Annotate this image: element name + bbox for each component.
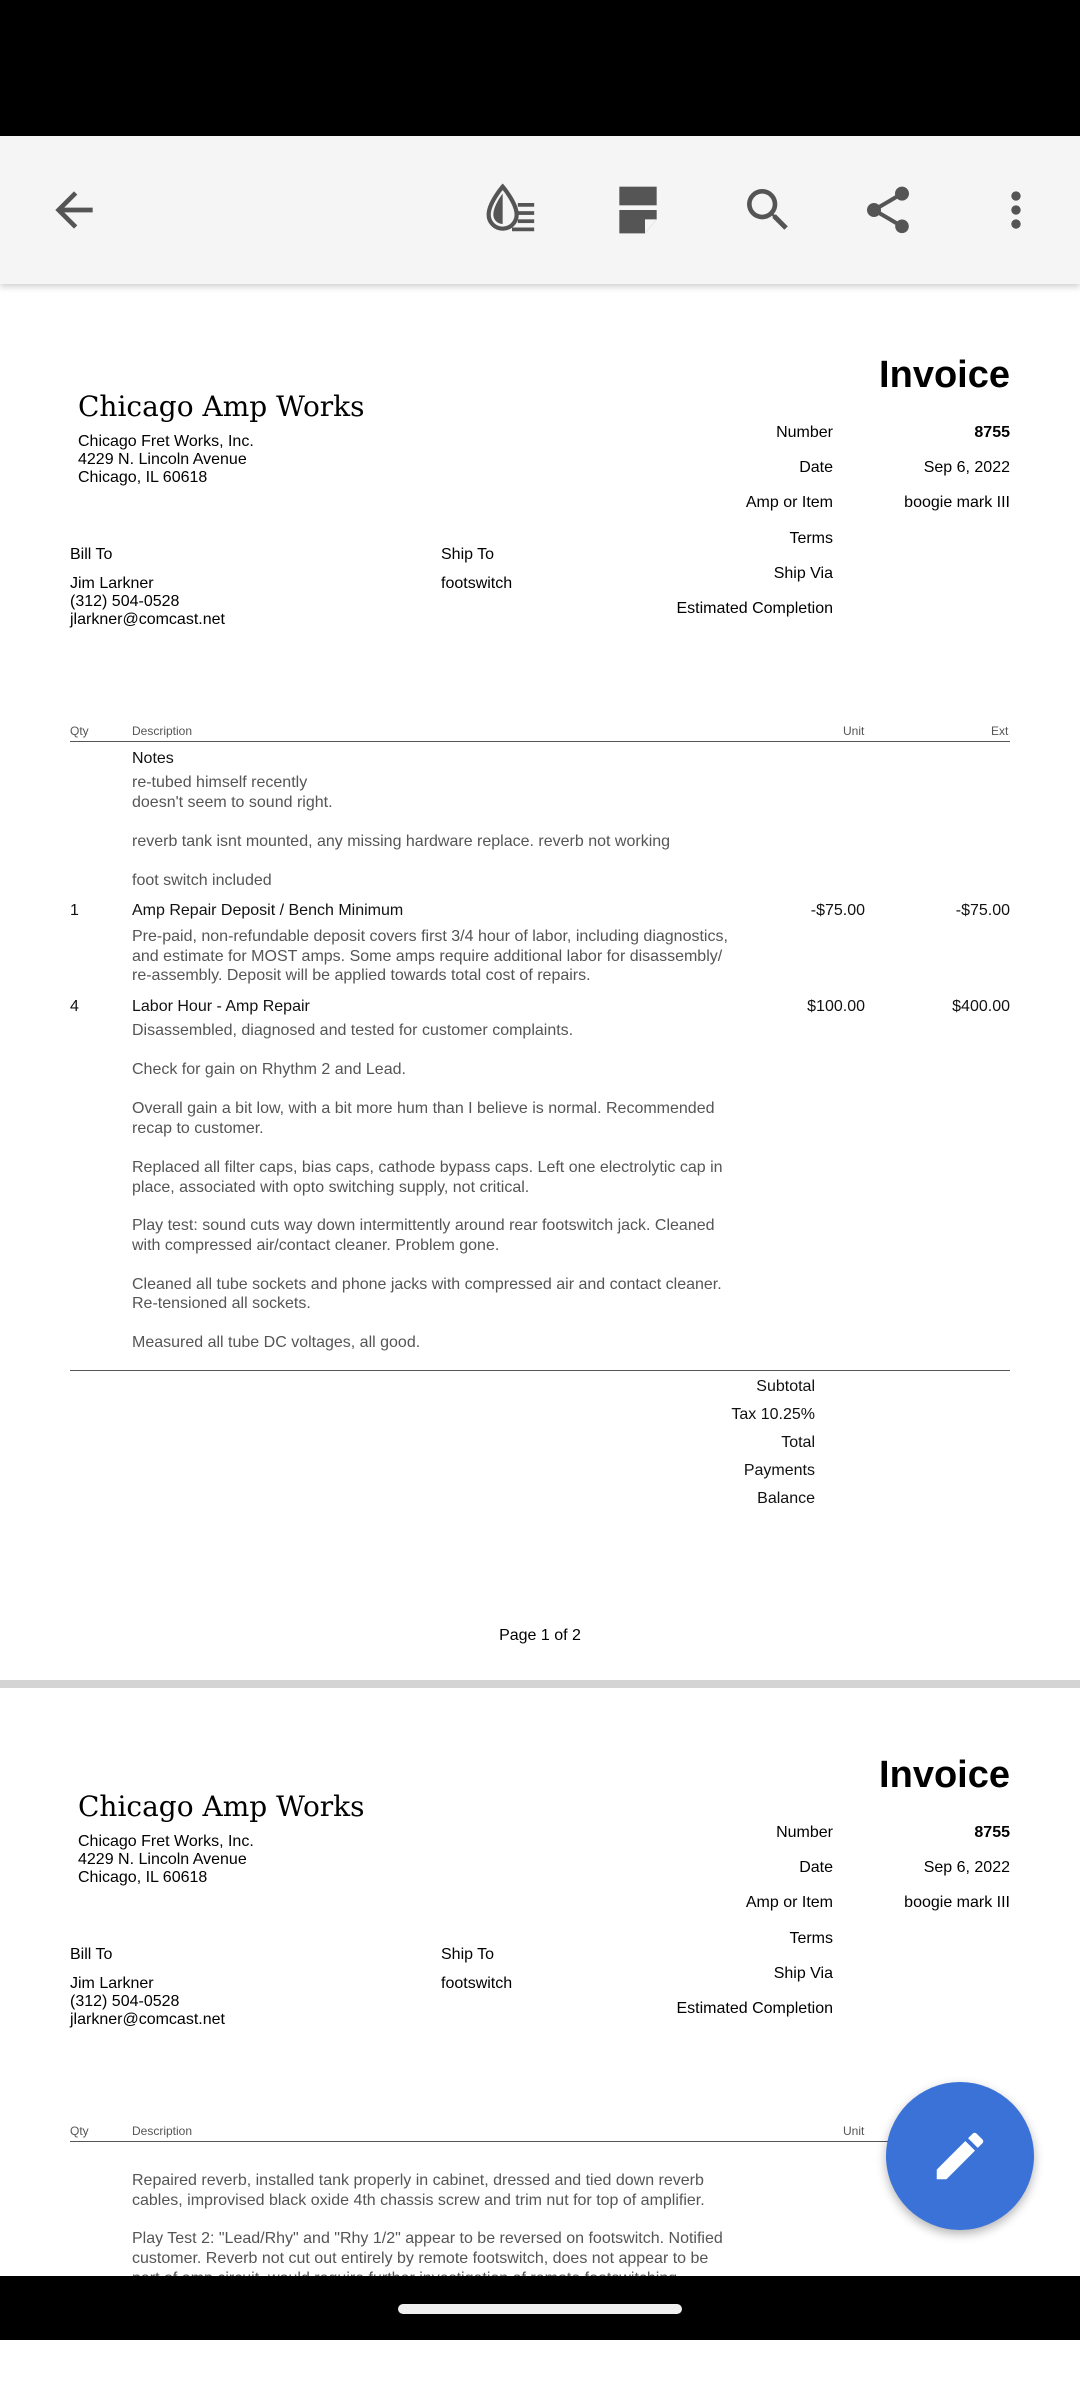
bill-to-block — [70, 1975, 225, 2029]
ship-to-heading: Ship To — [441, 546, 495, 563]
bill-to-line: (312) 504-0528 — [70, 1993, 180, 2010]
balance-label: Balance — [757, 1490, 815, 1507]
description-line: cables, improvised black oxide 4th chassis screw and trim nut for top of amplifier. — [132, 2192, 705, 2209]
col-unit: Unit — [843, 724, 865, 738]
table-header-divider — [70, 2141, 1010, 2142]
meta-label-terms: Terms — [789, 530, 833, 547]
meta-value-item: boogie mark III — [904, 494, 1010, 511]
bill-to-line: jlarkner@comcast.net — [70, 2011, 225, 2028]
company-address — [78, 433, 254, 487]
share-icon — [860, 182, 916, 238]
ship-to-line: footswitch — [441, 575, 513, 592]
search-button[interactable] — [730, 172, 806, 248]
system-navigation-bar — [0, 2276, 1080, 2340]
invoice-title: Invoice — [879, 354, 1010, 396]
address-line: Chicago Fret Works, Inc. — [78, 433, 254, 450]
meta-value-number: 8755 — [974, 1824, 1010, 1841]
meta-label-estimated-completion: Estimated Completion — [676, 2000, 833, 2017]
document-viewer[interactable] — [0, 284, 1080, 2276]
notes-line: reverb tank isnt mounted, any missing hardware replace. reverb not working — [132, 833, 671, 850]
item-qty: 4 — [70, 998, 79, 1015]
item-ext: -$75.00 — [955, 902, 1010, 919]
description-line: place, associated with opto switching supply, not critical. — [132, 1179, 530, 1196]
meta-label-estimated-completion: Estimated Completion — [676, 600, 833, 617]
tax-label: Tax 10.25% — [731, 1406, 815, 1423]
col-description: Description — [132, 2124, 193, 2138]
back-arrow-icon — [46, 182, 102, 238]
meta-label-ship-via: Ship Via — [773, 565, 833, 582]
toolbar — [0, 136, 1080, 284]
description-line: Play test: sound cuts way down intermittently around rear footswitch jack. Cleaned — [132, 1217, 715, 1234]
meta-label-item: Amp or Item — [745, 494, 833, 511]
ship-to-line: footswitch — [441, 1975, 513, 1992]
col-description: Description — [132, 724, 193, 738]
description-line: re-assembly. Deposit will be applied towards total cost of repairs. — [132, 967, 591, 984]
description-line: Cleaned all tube sockets and phone jacks with compressed air and contact cleaner. — [132, 1276, 722, 1293]
invoice-title: Invoice — [879, 1754, 1010, 1796]
meta-label-number: Number — [776, 1824, 833, 1841]
ink-saver-button[interactable] — [474, 172, 550, 248]
description-line: Replaced all filter caps, bias caps, cathode bypass caps. Left one electrolytic cap in — [132, 1159, 723, 1176]
bill-to-heading: Bill To — [70, 1946, 113, 1963]
company-name: Chicago Amp Works — [78, 390, 365, 423]
description-line: Re-tensioned all sockets. — [132, 1295, 311, 1312]
item-name: Amp Repair Deposit / Bench Minimum — [132, 902, 404, 919]
address-line: Chicago Fret Works, Inc. — [78, 1833, 254, 1850]
ship-to-block — [441, 575, 512, 593]
bill-to-heading: Bill To — [70, 546, 113, 563]
address-line: Chicago, IL 60618 — [78, 469, 208, 486]
description-line: with compressed air/contact cleaner. Problem gone. — [132, 1237, 500, 1254]
bill-to-line: (312) 504-0528 — [70, 593, 180, 610]
meta-label-terms: Terms — [789, 1930, 833, 1947]
more-vert-icon — [988, 182, 1044, 238]
description-line: and estimate for MOST amps. Some amps require additional labor for disassembly/ — [132, 947, 723, 965]
status-bar — [0, 0, 1080, 136]
col-qty: Qty — [70, 2124, 89, 2138]
bill-to-line: Jim Larkner — [70, 1975, 154, 1992]
notes-line: doesn't seem to sound right. — [132, 794, 333, 811]
meta-value-date: Sep 6, 2022 — [923, 1859, 1010, 1876]
edit-fab-button[interactable] — [886, 2082, 1034, 2230]
col-ext: Ext — [991, 724, 1009, 738]
bill-to-line: jlarkner@comcast.net — [70, 611, 225, 628]
bill-to-line: Jim Larkner — [70, 575, 154, 592]
description-line: customer. Reverb not cut out entirely by remote footswitch, does not appear to be — [132, 2250, 709, 2267]
document-page-1 — [0, 284, 1080, 1680]
item-ext: $400.00 — [952, 998, 1010, 1015]
back-button[interactable] — [36, 172, 112, 248]
description-line: Check for gain on Rhythm 2 and Lead. — [132, 1061, 406, 1078]
description-line: recap to customer. — [132, 1120, 264, 1137]
item-qty: 1 — [70, 902, 79, 919]
item-name: Labor Hour - Amp Repair — [132, 998, 310, 1015]
col-unit: Unit — [843, 2124, 865, 2138]
page-layout-icon — [610, 182, 666, 238]
address-line: 4229 N. Lincoln Avenue — [78, 451, 247, 468]
meta-value-item: boogie mark III — [904, 1894, 1010, 1911]
description-line: Measured all tube DC voltages, all good. — [132, 1334, 421, 1351]
description-line: Play Test 2: "Lead/Rhy" and "Rhy 1/2" appear to be reversed on footswitch. Notified — [132, 2230, 723, 2247]
meta-label-date: Date — [799, 459, 833, 476]
subtotal-label: Subtotal — [756, 1378, 815, 1395]
payments-label: Payments — [743, 1462, 815, 1479]
meta-label-ship-via: Ship Via — [773, 1965, 833, 1982]
item-unit: -$75.00 — [810, 902, 865, 919]
description-line: Pre-paid, non-refundable deposit covers first 3/4 hour of labor, including diagnostics, — [132, 928, 728, 945]
company-address — [78, 1833, 254, 1887]
address-line: 4229 N. Lincoln Avenue — [78, 1851, 247, 1868]
bill-to-block — [70, 575, 225, 629]
notes-heading: Notes — [132, 750, 174, 767]
description-line: Repaired reverb, installed tank properly in cabinet, dressed and tied down reverb — [132, 2172, 704, 2189]
search-icon — [740, 182, 796, 238]
description-line: Disassembled, diagnosed and tested for customer complaints. — [132, 1022, 574, 1039]
more-options-button[interactable] — [978, 172, 1054, 248]
meta-label-item: Amp or Item — [745, 1894, 833, 1911]
edit-pencil-icon — [929, 2125, 991, 2187]
table-header-divider — [70, 741, 1010, 742]
meta-label-number: Number — [776, 424, 833, 441]
address-line: Chicago, IL 60618 — [78, 1869, 208, 1886]
page-separator — [0, 1680, 1080, 1688]
ink-saver-icon — [484, 182, 540, 238]
share-button[interactable] — [850, 172, 926, 248]
home-gesture-handle[interactable] — [398, 2304, 682, 2314]
page-layout-button[interactable] — [600, 172, 676, 248]
company-name: Chicago Amp Works — [78, 1790, 365, 1823]
item-unit: $100.00 — [807, 998, 865, 1015]
meta-value-number: 8755 — [974, 424, 1010, 441]
ship-to-block — [441, 1975, 512, 1993]
notes-line: re-tubed himself recently — [132, 774, 308, 791]
notes-line: foot switch included — [132, 872, 272, 889]
col-qty: Qty — [70, 724, 89, 738]
totals-divider — [70, 1370, 1010, 1371]
ship-to-heading: Ship To — [441, 1946, 495, 1963]
meta-value-date: Sep 6, 2022 — [923, 459, 1010, 476]
item-description — [132, 927, 732, 986]
page-number: Page 1 of 2 — [499, 1627, 581, 1644]
meta-label-date: Date — [799, 1859, 833, 1876]
description-line: Overall gain a bit low, with a bit more hum than I believe is normal. Recommended — [132, 1100, 715, 1117]
total-label: Total — [781, 1434, 815, 1451]
